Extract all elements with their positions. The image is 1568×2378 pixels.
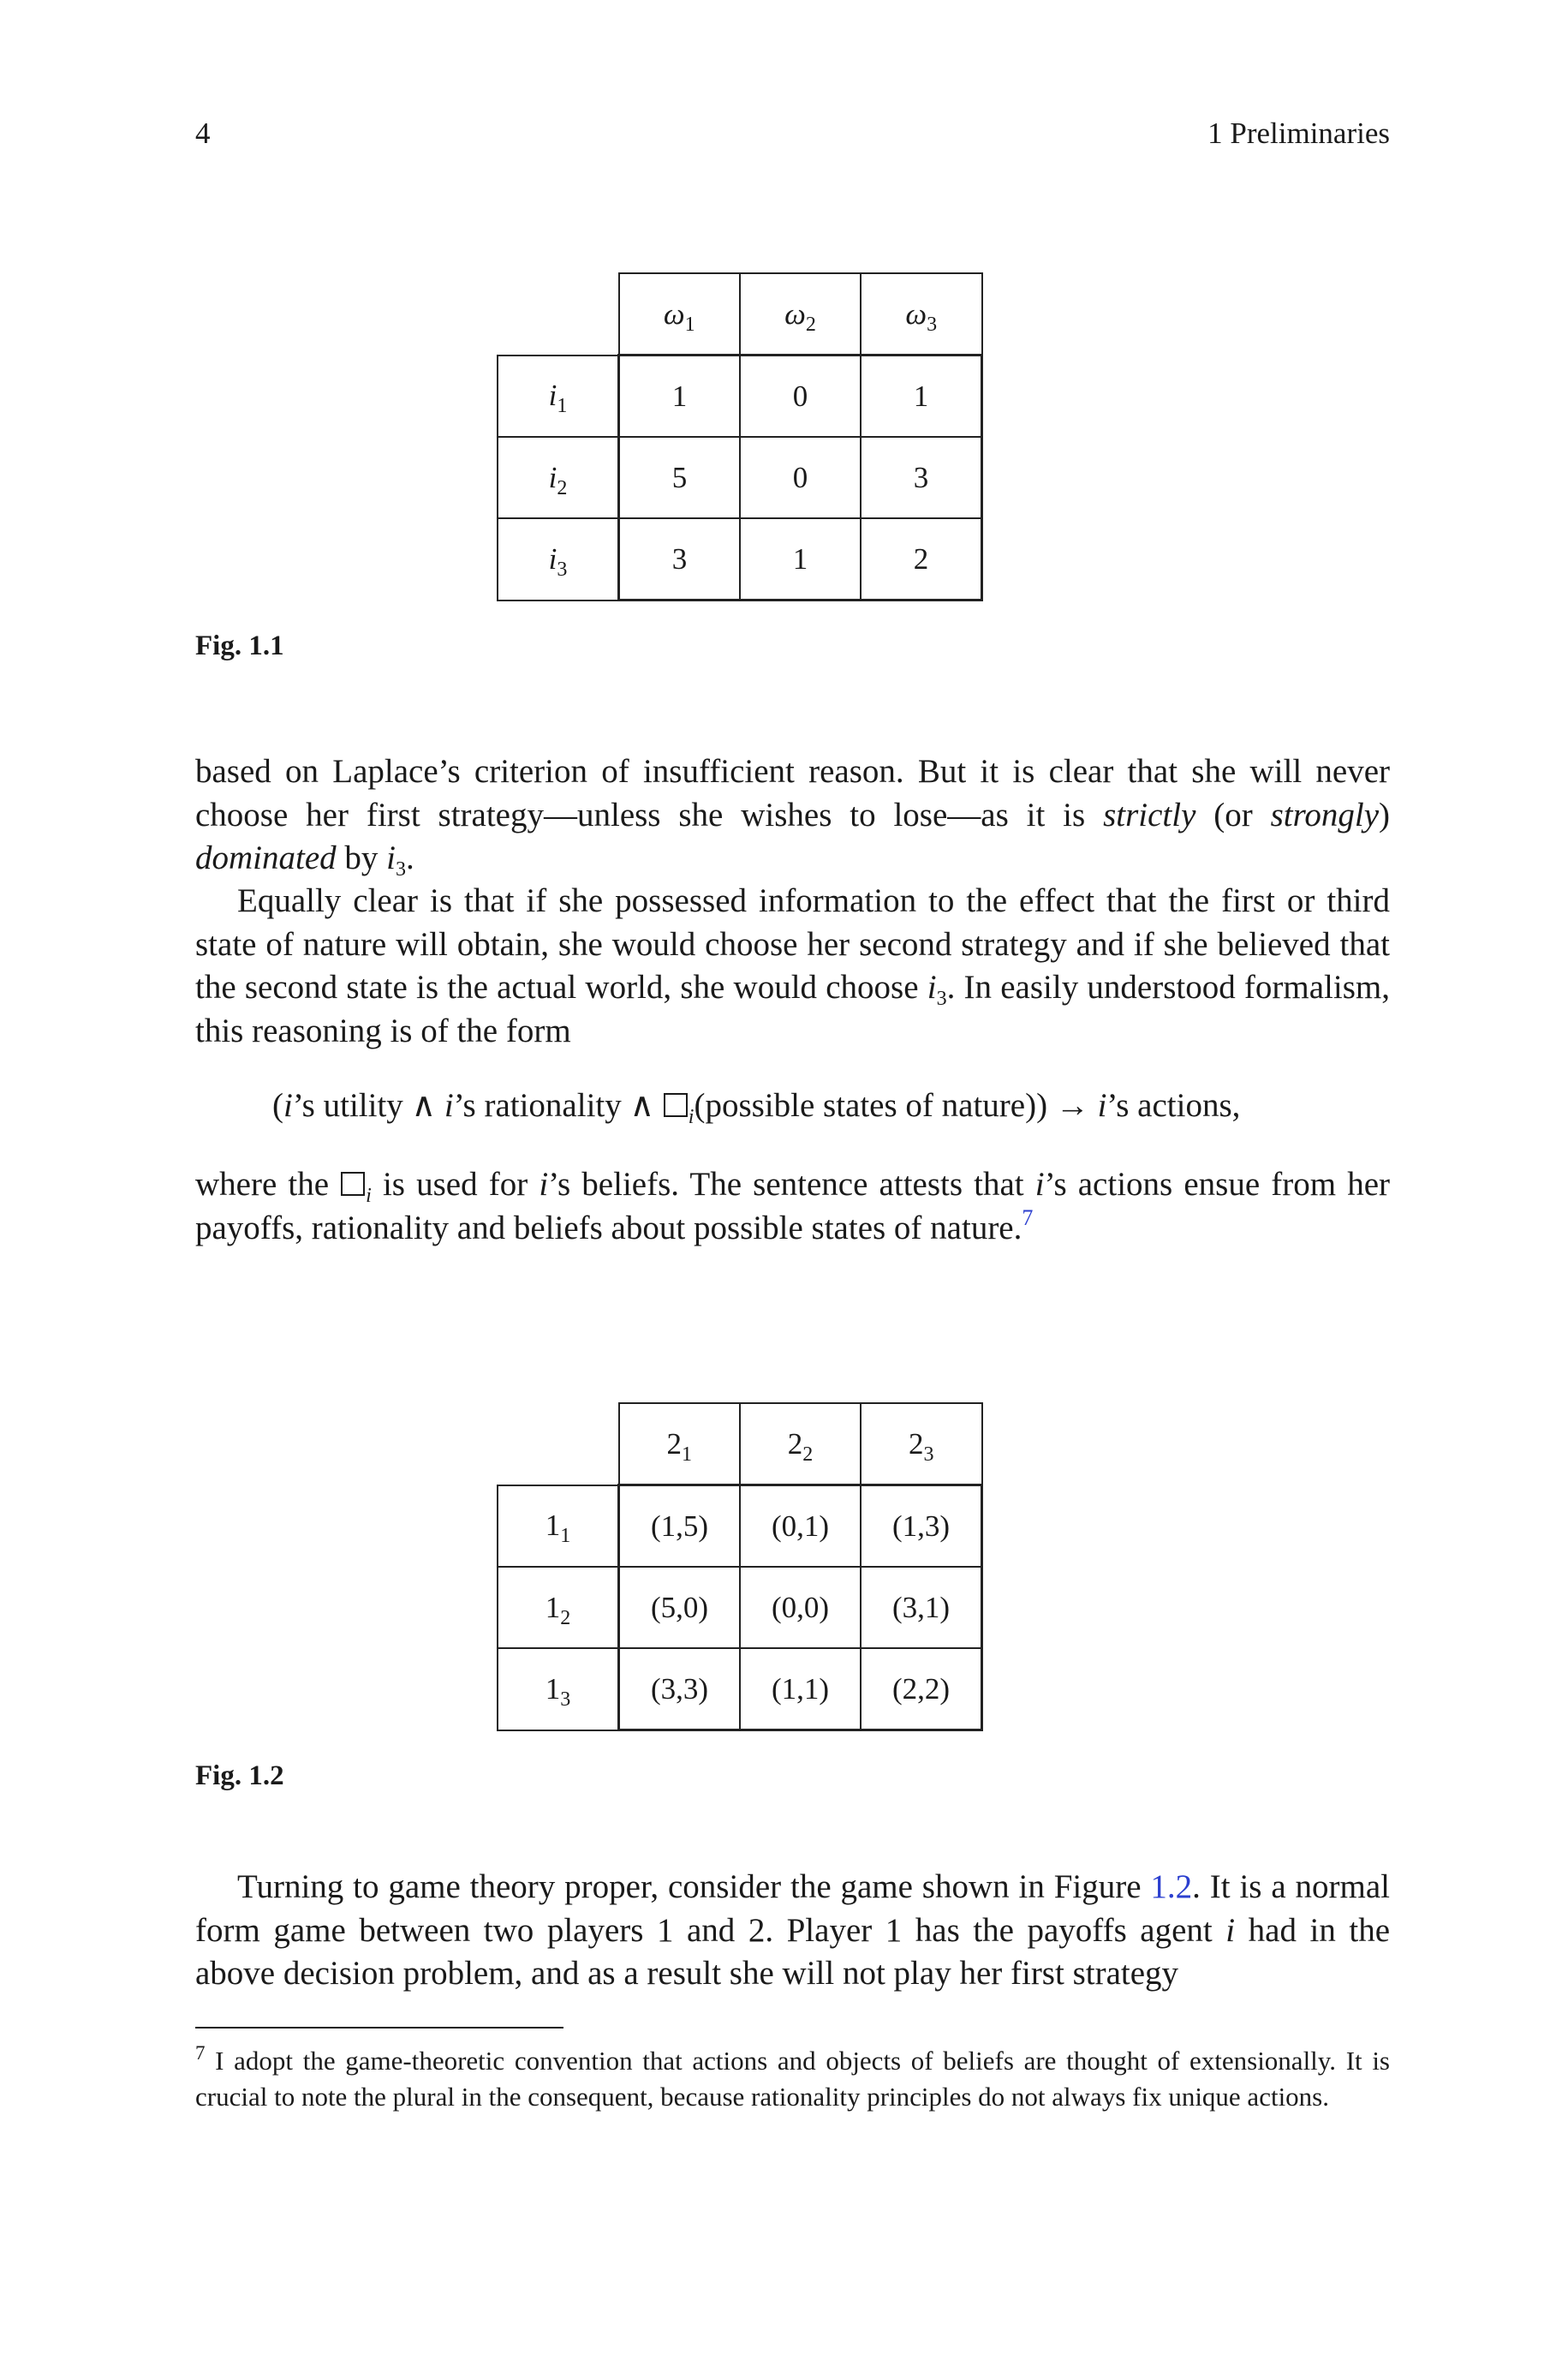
figure-caption: Fig. 1.2 — [195, 1760, 284, 1791]
row-header: $i_3$ — [498, 518, 619, 600]
table-cell: (1,1) — [740, 1648, 861, 1730]
box-operator-icon — [664, 1093, 688, 1117]
game-matrix-table — [497, 1402, 983, 1731]
table-cell: (1,5) — [619, 1485, 741, 1568]
table-cell: 0 — [740, 437, 861, 518]
table-cell: (5,0) — [619, 1567, 741, 1648]
body-paragraph: Turning to game theory proper, consider the game shown in Figure 1.2. It is a normal form game between two players 1 and 2. Player 1 has the payoffs agent i had in the above decision problem, and as a result she will not play her first strategy — [195, 1868, 1391, 1992]
row-header: $1_1$ — [498, 1485, 619, 1568]
table-cell: 0 — [740, 356, 861, 438]
row-header: $1_2$ — [498, 1567, 619, 1648]
row-header: $1_3$ — [498, 1648, 619, 1730]
formula: (i’s utility ∧ i’s rationality ∧ $_i$(possible states of nature)) → i’s actions, — [272, 1087, 1241, 1128]
table-cell: 1 — [740, 518, 861, 600]
table-cell: (3,1) — [861, 1567, 982, 1648]
body-paragraph: based on Laplace’s criterion of insufficient reason. But it is clear that she will never choose her first strategy—unless she wishes to lose—as it is strictly (or strongly) dominated by $i_3$. — [195, 753, 1390, 881]
footnote-ref[interactable]: 7 — [1022, 1204, 1034, 1230]
row-header: $i_1$ — [498, 356, 619, 438]
table-cell: 1 — [619, 356, 741, 438]
decision-matrix-table — [497, 272, 983, 601]
table-cell: 5 — [619, 437, 741, 518]
table-cell: 3 — [619, 518, 741, 600]
page-number: 4 — [195, 117, 211, 150]
footnote: $^7$ I adopt the game-theoretic convention that actions and objects of beliefs are thought of extensionally. It is crucial to note the plural in the consequent, because rationality principles do not always fix unique actions. — [195, 2042, 1390, 2112]
column-header: $\omega_3$ — [861, 273, 982, 356]
footnote-divider — [195, 2027, 563, 2028]
column-header: $\omega_1$ — [619, 273, 741, 356]
figure-link[interactable]: 1.2 — [1150, 1868, 1193, 1905]
table-cell: 1 — [861, 356, 982, 438]
running-title: 1 Preliminaries — [1207, 117, 1390, 150]
table-cell: (0,1) — [740, 1485, 861, 1568]
column-header: $2_2$ — [740, 1403, 861, 1485]
row-header: $i_2$ — [498, 437, 619, 518]
column-header: $\omega_2$ — [740, 273, 861, 356]
table-cell: (1,3) — [861, 1485, 982, 1568]
table-cell: 2 — [861, 518, 982, 600]
figure-caption: Fig. 1.1 — [195, 630, 284, 661]
table-cell: (2,2) — [861, 1648, 982, 1730]
table-cell: (3,3) — [619, 1648, 741, 1730]
column-header: $2_3$ — [861, 1403, 982, 1485]
body-paragraph: Equally clear is that if she possessed information to the effect that the first or third state of nature will obtain, she would choose her second strategy and if she believed that the second state is the actual world, she would choose $i_3$. In easily understood formalism, this reasoning is of the form — [195, 882, 1390, 1049]
box-operator-icon — [341, 1172, 365, 1196]
table-cell: 3 — [861, 437, 982, 518]
footnote-number: 7 — [195, 2042, 206, 2064]
column-header: $2_1$ — [619, 1403, 741, 1485]
table-cell: (0,0) — [740, 1567, 861, 1648]
body-paragraph: where the $_i$ is used for i’s beliefs. The sentence attests that i’s actions ensue from her payoffs, rationality and beliefs about possible states of nature.$^7$ — [195, 1166, 1390, 1246]
